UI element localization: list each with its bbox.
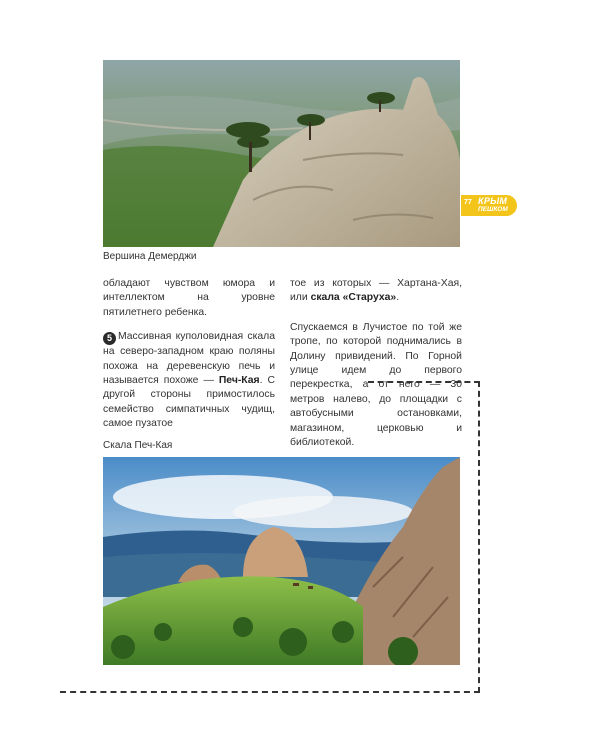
paragraph-text: . — [396, 292, 400, 304]
brand-logo-line2: ПЕШКОМ — [478, 206, 508, 213]
photo-caption: Скала Печ-Кая — [103, 440, 173, 451]
brand-logo-line1: КРЫМ — [478, 196, 508, 206]
paragraph: обладают чувством юмора и интеллектом на уровне пятилетнего ребенка. — [103, 278, 275, 318]
route-dashed-line — [478, 381, 480, 693]
place-name-pech-kaya: Печ-Кая — [218, 375, 260, 387]
paragraph — [290, 277, 462, 306]
paragraph-text: . С другой стороны примостилось семейство симпатичных чудищ, самое пузатое — [103, 375, 276, 430]
photo-demerdzhi-summit — [103, 60, 460, 247]
page-number: 77 — [464, 199, 472, 206]
paragraph-text: тое из которых — Хартана-Хая, или — [290, 278, 462, 304]
photo-caption: Вершина Демерджи — [103, 251, 197, 262]
place-name-starukha: скала «Старуха» — [310, 292, 397, 304]
paragraph: Спускаемся в Лучистое по той же тропе, по которой поднимались в Долину привидений. По Горной улице идем до первого перекрестка, а от него — 30 метров налево, до площадки с автобусными остановками, магазином, церковью и библиотекой. — [290, 321, 462, 449]
photo-pech-kaya-rock — [103, 457, 460, 665]
route-dashed-line — [368, 381, 480, 383]
text-column-left — [103, 277, 275, 432]
text-column-right — [290, 277, 462, 450]
route-dashed-line — [60, 691, 480, 693]
item-number-badge: 5 — [103, 332, 116, 345]
book-section-tab — [461, 195, 517, 216]
paragraph-text: Массивная куполовидная скала на северо-западном краю поляны похожа на деревенскую печь и называется похоже — — [103, 331, 275, 387]
paragraph-item-5 — [103, 330, 275, 431]
